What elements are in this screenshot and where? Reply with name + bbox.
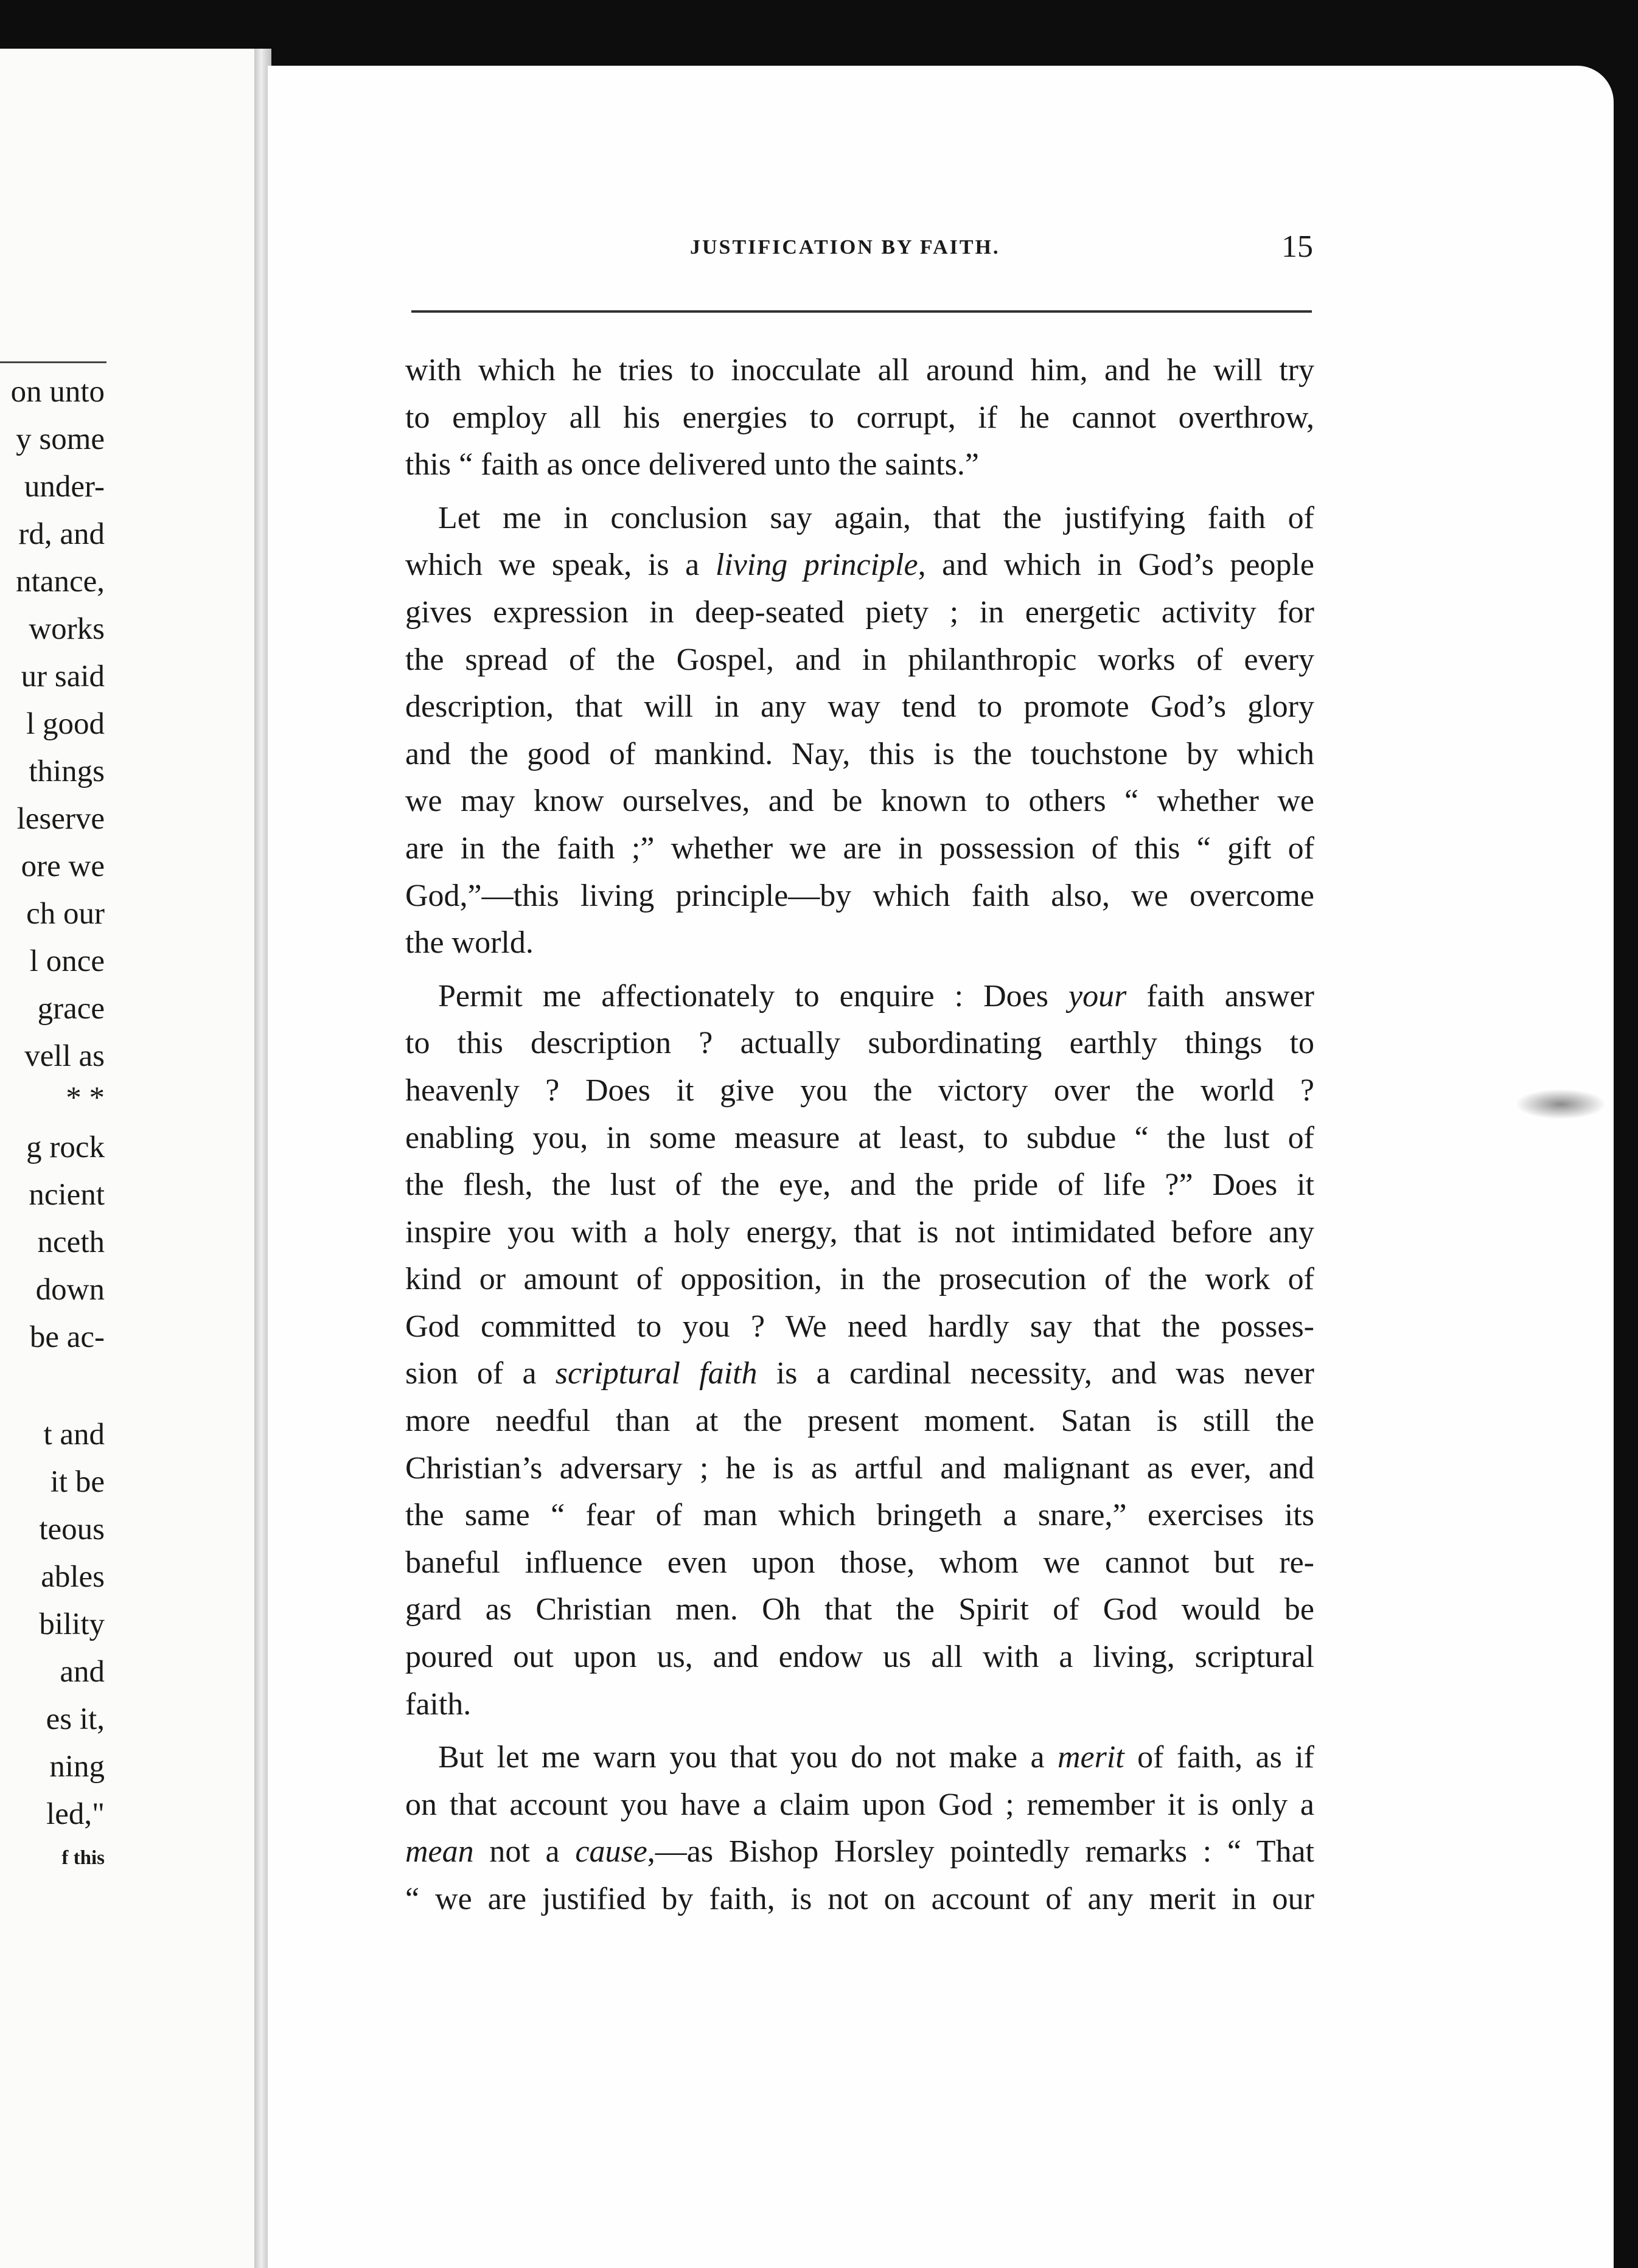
left-page-line: ncient bbox=[29, 1178, 105, 1212]
left-page-line: t and bbox=[43, 1418, 105, 1452]
left-page-line: ur said bbox=[21, 659, 105, 694]
left-page-line: ables bbox=[41, 1560, 105, 1594]
left-page-line: ntance, bbox=[16, 565, 105, 599]
italic-phrase: cause bbox=[575, 1834, 647, 1870]
page-number: 15 bbox=[1281, 229, 1313, 264]
body-line: the same “ fear of man which bringeth a snare,” exercises its bbox=[405, 1498, 1314, 1533]
running-title: JUSTIFICATION BY FAITH. bbox=[690, 236, 1000, 259]
body-line: on that account you have a claim upon God ; remember it is only a bbox=[405, 1787, 1314, 1822]
scan-smudge bbox=[1515, 1089, 1606, 1119]
body-line: Let me in conclusion say again, that the justifying faith of bbox=[438, 500, 1314, 535]
body-line: description, that will in any way tend to promote God’s glory bbox=[405, 689, 1314, 725]
body-line: are in the faith ;” whether we are in possession of this “ gift of bbox=[405, 830, 1314, 866]
body-line: the world. bbox=[405, 925, 534, 961]
body-line: enabling you, in some measure at least, to subdue “ the lust of bbox=[405, 1120, 1314, 1155]
left-page-line: and bbox=[60, 1655, 105, 1689]
body-line: kind or amount of opposition, in the prosecution of the work of bbox=[405, 1262, 1314, 1297]
left-page-footnote: f this bbox=[61, 1847, 105, 1869]
body-line: inspire you with a holy energy, that is not intimidated before any bbox=[405, 1214, 1314, 1250]
left-page-line: * * bbox=[66, 1081, 105, 1115]
left-page-line: es it, bbox=[46, 1702, 105, 1736]
left-page-line: ning bbox=[49, 1750, 105, 1784]
left-page bbox=[0, 49, 262, 2268]
body-line: more needful than at the present moment. Satan is still the bbox=[405, 1404, 1314, 1439]
body-line: gives expression in deep-seated piety ; in energetic activity for bbox=[405, 594, 1314, 630]
left-page-line: things bbox=[29, 754, 105, 788]
left-page-line: grace bbox=[37, 992, 105, 1026]
body-line: heavenly ? Does it give you the victory over the world ? bbox=[405, 1073, 1314, 1108]
left-page-line: led," bbox=[46, 1797, 105, 1831]
left-page-line: ch our bbox=[26, 897, 105, 931]
left-page-line: bility bbox=[39, 1607, 105, 1641]
left-page-line: rd, and bbox=[18, 517, 105, 551]
left-page-line: teous bbox=[39, 1512, 105, 1546]
left-page-line: l once bbox=[29, 944, 105, 978]
body-text bbox=[405, 347, 1314, 1923]
body-line: Christian’s adversary ; he is as artful and malignant as ever, and bbox=[405, 1450, 1314, 1486]
italic-phrase: scriptural faith bbox=[555, 1356, 758, 1391]
body-line: mean not a cause,—as Bishop Horsley pointedly remarks : “ That bbox=[405, 1834, 1315, 1870]
body-line: gard as Christian men. Oh that the Spirit of God would be bbox=[405, 1592, 1314, 1627]
left-page-line: it be bbox=[50, 1465, 105, 1499]
left-page-line: down bbox=[35, 1273, 105, 1307]
body-line: the flesh, the lust of the eye, and the pride of life ?” Does it bbox=[405, 1167, 1314, 1203]
italic-phrase: merit bbox=[1057, 1740, 1124, 1775]
body-line: which we speak, is a living principle, and which in God’s people bbox=[405, 548, 1314, 583]
body-line: Permit me affectionately to enquire : Does your faith answer bbox=[438, 978, 1314, 1014]
italic-phrase: your bbox=[1068, 978, 1127, 1014]
body-line: baneful influence even upon those, whom we cannot but re- bbox=[405, 1545, 1314, 1580]
left-page-line: ore we bbox=[21, 849, 105, 883]
body-line: sion of a scriptural faith is a cardinal necessity, and was never bbox=[405, 1356, 1314, 1391]
left-page-line: on unto bbox=[10, 375, 105, 409]
left-page-line: y some bbox=[16, 422, 105, 456]
body-line: we may know ourselves, and be known to others “ whether we bbox=[405, 784, 1314, 819]
body-line: to employ all his energies to corrupt, if he cannot overthrow, bbox=[405, 400, 1314, 435]
body-line: God committed to you ? We need hardly say that the posses- bbox=[405, 1309, 1314, 1344]
left-page-line: vell as bbox=[24, 1039, 105, 1073]
body-line: But let me warn you that you do not make a merit of faith, as if bbox=[438, 1740, 1314, 1775]
body-line: God,”—this living principle—by which faith also, we overcome bbox=[405, 878, 1314, 913]
italic-phrase: mean bbox=[405, 1834, 474, 1870]
left-page-line: g rock bbox=[26, 1130, 105, 1164]
body-line: with which he tries to inocculate all around him, and he will try bbox=[405, 353, 1314, 388]
body-line: the spread of the Gospel, and in philanthropic works of every bbox=[405, 642, 1314, 677]
body-line: to this description ? actually subordinating earthly things to bbox=[405, 1026, 1314, 1061]
header-rule bbox=[411, 310, 1312, 313]
left-page-line: l good bbox=[26, 707, 105, 741]
italic-phrase: living principle bbox=[715, 548, 918, 583]
left-page-line: be ac- bbox=[29, 1320, 105, 1354]
body-line: poured out upon us, and endow us all with a living, scriptural bbox=[405, 1640, 1314, 1675]
left-page-line: under- bbox=[24, 470, 105, 504]
body-line: and the good of mankind. Nay, this is the touchstone by which bbox=[405, 736, 1314, 771]
left-page-line: works bbox=[29, 612, 105, 646]
left-page-line: nceth bbox=[37, 1225, 105, 1259]
left-page-line: leserve bbox=[16, 802, 105, 836]
body-line: faith. bbox=[405, 1686, 472, 1722]
body-line: this “ faith as once delivered unto the saints.” bbox=[405, 447, 979, 482]
body-line: “ we are justified by faith, is not on account of any merit in our bbox=[405, 1882, 1314, 1916]
left-page-rule bbox=[0, 361, 106, 363]
